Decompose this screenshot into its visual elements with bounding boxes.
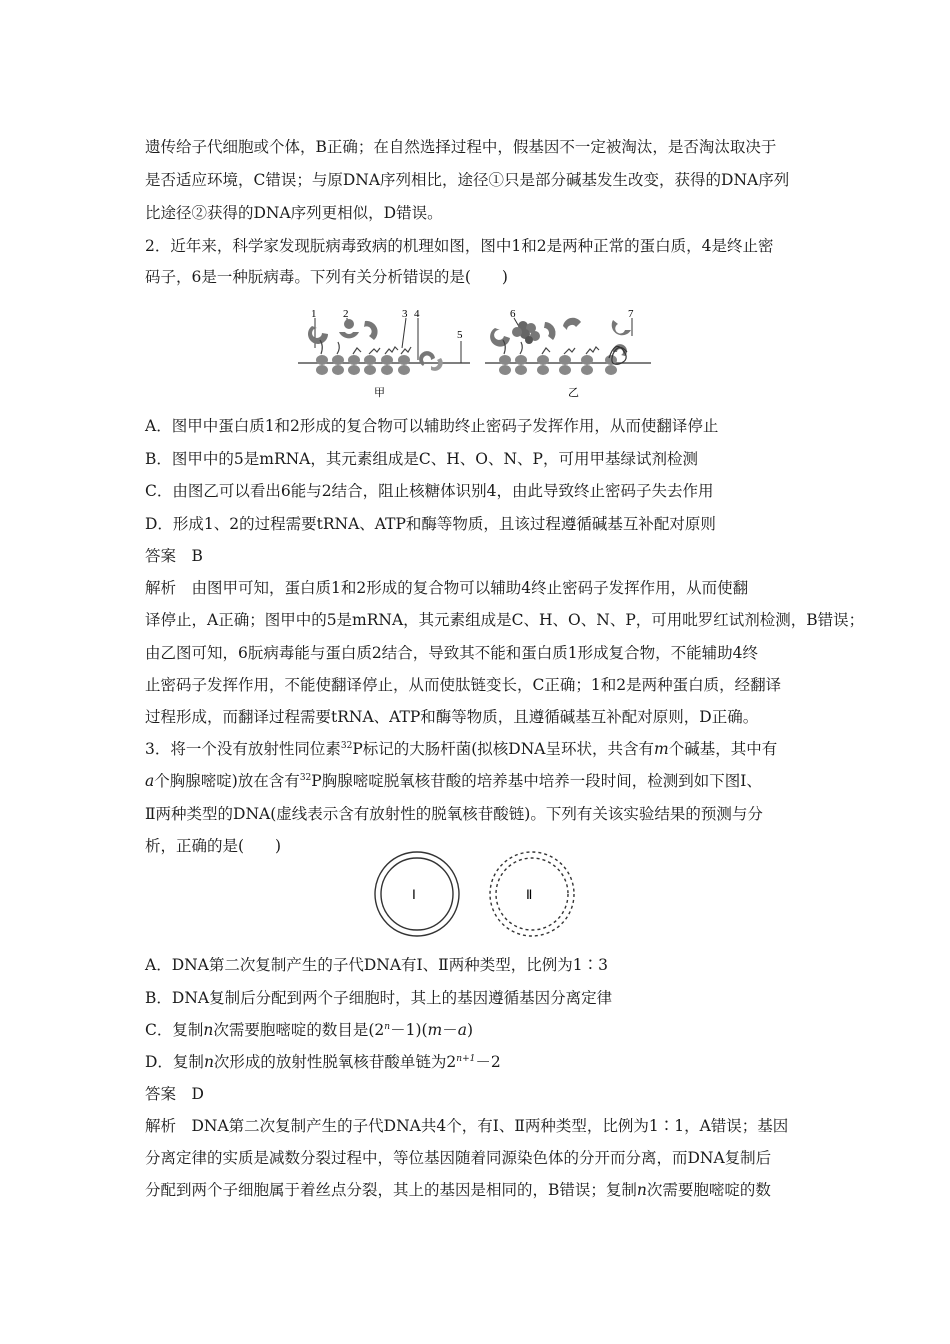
option-b: B．图甲中的5是mRNA，其元素组成是C、H、O、N、P，可用甲基绿试剂检测 — [145, 450, 698, 468]
analysis-line: 解析 由图甲可知，蛋白质1和2形成的复合物可以辅助4终止密码子发挥作用，从而使翻 — [145, 579, 749, 597]
text-line: 比途径②获得的DNA序列更相似，D错误。 — [145, 204, 443, 222]
analysis-line: 解析 DNA第二次复制产生的子代DNA共4个，有Ⅰ、Ⅱ两种类型，比例为1∶1，A错误；基因 — [145, 1117, 789, 1135]
question-2-stem: 码子，6是一种朊病毒。下列有关分析错误的是( ) — [145, 268, 508, 286]
question-3-stem: 3．将一个没有放射性同位素$^{32}$P标记的大肠杆菌(拟核DNA呈环状，共含有m个碱基，其中有 — [145, 740, 778, 758]
option-d: D．形成1、2的过程需要tRNA、ATP和酶等物质，且该过程遵循碱基互补配对原则 — [145, 515, 716, 533]
analysis-line: 译停止，A正确；图甲中的5是mRNA，其元素组成是C、H、O、N、P，可用吡罗红试剂检测，B错误； — [145, 611, 865, 629]
prion-mechanism-diagram — [295, 308, 655, 400]
option-c: C．复制n次需要胞嘧啶的数目是$(2^n-1)(m-a)$ — [145, 1021, 474, 1039]
question-2-stem: 2．近年来，科学家发现朊病毒致病的机理如图，图中1和2是两种正常的蛋白质，4是终止密 — [145, 237, 774, 255]
analysis-line: 分配到两个子细胞属于着丝点分裂，其上的基因是相同的，B错误；复制n次需要胞嘧啶的数 — [145, 1181, 771, 1199]
question-3-stem: 析，正确的是( ) — [145, 837, 282, 855]
label-1: 1 — [311, 308, 317, 320]
caption-yi: 乙 — [568, 387, 579, 399]
analysis-line: 止密码子发挥作用，不能使翻译停止，从而使肽链变长，C正确；1和2是两种蛋白质，经翻译 — [145, 676, 782, 694]
label-5: 5 — [457, 329, 463, 341]
label-7: 7 — [628, 308, 634, 320]
answer: 答案 D — [145, 1085, 204, 1103]
dna-circles-diagram — [370, 850, 580, 942]
analysis-line: 分离定律的实质是减数分裂过程中，等位基因随着同源染色体的分开而分离，而DNA复制后 — [145, 1149, 772, 1167]
option-c: C．由图乙可以看出6能与2结合，阻止核糖体识别4，由此导致终止密码子失去作用 — [145, 482, 714, 500]
label-II: Ⅱ — [526, 887, 533, 902]
option-a: A．DNA第二次复制产生的子代DNA有Ⅰ、Ⅱ两种类型，比例为1∶3 — [145, 956, 608, 974]
answer: 答案 B — [145, 547, 203, 565]
label-I: Ⅰ — [412, 887, 416, 902]
analysis-line: 由乙图可知，6朊病毒能与蛋白质2结合，导致其不能和蛋白质1形成复合物，不能辅助4终 — [145, 644, 758, 662]
option-b: B．DNA复制后分配到两个子细胞时，其上的基因遵循基因分离定律 — [145, 989, 613, 1007]
option-a: A．图甲中蛋白质1和2形成的复合物可以辅助终止密码子发挥作用，从而使翻译停止 — [145, 417, 719, 435]
text-line: 遗传给子代细胞或个体，B正确；在自然选择过程中，假基因不一定被淘汰，是否淘汰取决于 — [145, 138, 777, 156]
text-line: 是否适应环境，C错误；与原DNA序列相比，途径①只是部分碱基发生改变，获得的DNA序列 — [145, 171, 790, 189]
label-2: 2 — [343, 308, 349, 320]
question-3-stem: Ⅱ两种类型的DNA(虚线表示含有放射性的脱氧核苷酸链)。下列有关该实验结果的预测与分 — [145, 805, 763, 823]
option-d: D．复制n次形成的放射性脱氧核苷酸单链为$2^{n+1}-2$ — [145, 1053, 501, 1071]
analysis-line: 过程形成，而翻译过程需要tRNA、ATP和酶等物质，且遵循碱基互补配对原则，D正确。 — [145, 708, 759, 726]
label-4: 4 — [414, 308, 420, 320]
label-6: 6 — [510, 308, 516, 320]
label-3: 3 — [402, 308, 408, 320]
question-3-stem: a个胸腺嘧啶)放在含有$^{32}$P胸腺嘧啶脱氧核苷酸的培养基中培养一段时间，检测到如下图Ⅰ、 — [145, 772, 762, 790]
caption-jia: 甲 — [374, 387, 385, 399]
